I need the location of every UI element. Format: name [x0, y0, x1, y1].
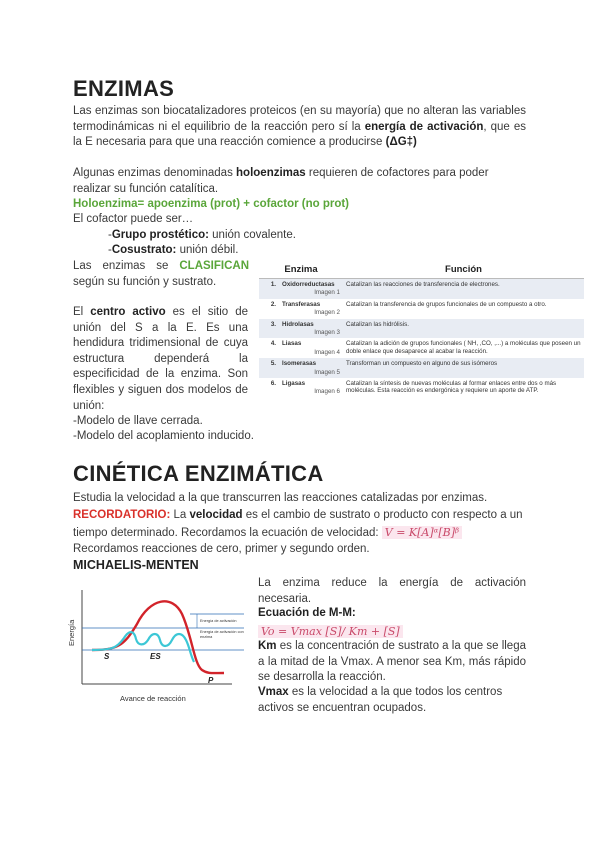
- mm-equation: Vo = Vmax [S]/ Km + [S]: [258, 622, 403, 640]
- mm-equation-title: Ecuación de M-M:: [258, 607, 356, 619]
- modelo-acoplamiento: -Modelo del acoplamiento inducido.: [73, 430, 254, 442]
- table-header-enzima: Enzima: [259, 262, 343, 279]
- table-row: 1. Oxidorreductasas Imagen 1 Catalizan las reacciones de transferencia de electrones.: [259, 279, 584, 299]
- cosustrato-item: -Cosustrato: unión débil.: [108, 244, 239, 256]
- y-axis-label: Energía: [67, 619, 76, 646]
- label-p: P: [208, 676, 214, 685]
- table-row: 5. Isomerasas Imagen 5 Transforman un compuesto en alguno de sus isómeros: [259, 358, 584, 378]
- section-title-enzimas: ENZIMAS: [73, 76, 175, 101]
- velocity-equation: V = K[A]ᵅ[B]ᵝ: [382, 526, 462, 539]
- clasifican-paragraph: Las enzimas se CLASIFICAN según su función y sustrato.: [73, 260, 249, 288]
- label-activation-no-enzyme: Energía de activación: [200, 619, 237, 623]
- reaction-order-line: Recordamos reacciones de cero, primer y segundo orden.: [73, 543, 370, 555]
- cinetica-intro: Estudia la velocidad a la que transcurren las reacciones catalizadas por enzimas.: [73, 492, 488, 504]
- label-s: S: [104, 652, 110, 661]
- activation-energy-graph: [62, 584, 250, 708]
- table-row: 4. Liasas Imagen 4 Catalizan la adición de grupos funcionales ( NH, ,CO, ,...) a moléculas que poseen un doble enlace que desaparece al acabar la reacción.: [270, 340, 581, 356]
- table-row: 2. Transferasas Imagen 2 Catalizan la transferencia de grupos funcionales de un compuesto a otro.: [270, 300, 547, 317]
- enzyme-classification-table: [259, 262, 584, 398]
- holoenzima-paragraph: Algunas enzimas denominadas holoenzimas requieren de cofactores para poder realizar su función catalítica.: [73, 167, 489, 195]
- cofactor-intro: El cofactor puede ser…: [73, 213, 194, 225]
- table-row: 6. Ligasas Imagen 6 Catalizan la síntesis de nuevas moléculas al formar enlaces entre dos o más moléculas. Esta reacción es endergónica y requiere un aporte de ATP.: [270, 380, 557, 396]
- holoenzima-formula: Holoenzima= apoenzima (prot) + cofactor (no prot): [73, 198, 350, 210]
- centro-activo-paragraph: El centro activo es el sitio de unión del S a la E. Es una hendidura tridimensional de cuya estructura dependerá la especificidad de la enzima. Son flexibles y siguen dos modelos de unión:: [73, 306, 248, 412]
- grupo-prostetico-item: -Grupo prostético: unión covalente.: [108, 229, 296, 241]
- km-paragraph: Km es la concentración de sustrato a la que se llega a la mitad de la Vmax. A menor sea Km, más rápido se desarrolla la reacción.: [258, 640, 526, 684]
- intro-paragraph: Las enzimas son biocatalizadores proteicos (en su mayoría) que no alteran las variables termodinámicas ni el equilibrio de la reacción pero sí la energía de activación, que es la E necesaria para que una reacción comience a producirse (ΔG‡): [73, 105, 526, 149]
- section-title-cinetica: CINÉTICA ENZIMÁTICA: [73, 461, 324, 486]
- label-es: ES: [150, 652, 161, 661]
- mm-intro: La enzima reduce la energía de activación necesaria.: [258, 577, 526, 605]
- label-activation-with-enzyme: Energía de activación con enzima: [200, 630, 244, 639]
- modelo-llave: -Modelo de llave cerrada.: [73, 415, 203, 427]
- x-axis-label: Avance de reacción: [120, 694, 186, 703]
- table-header-funcion: Función: [343, 262, 584, 279]
- vmax-paragraph: Vmax es la velocidad a la que todos los centros activos se encuentran ocupados.: [258, 686, 503, 714]
- recordatorio-paragraph: RECORDATORIO: La velocidad es el cambio de sustrato o producto con respecto a un tiempo determinado. Recordamos la ecuación de velocidad: V = K[A]ᵅ[B]ᵝ: [73, 509, 523, 539]
- table-row: 3. Hidrolasas Imagen 3 Catalizan las hidrólisis.: [259, 319, 584, 339]
- michaelis-menten-title: MICHAELIS-MENTEN: [73, 558, 199, 572]
